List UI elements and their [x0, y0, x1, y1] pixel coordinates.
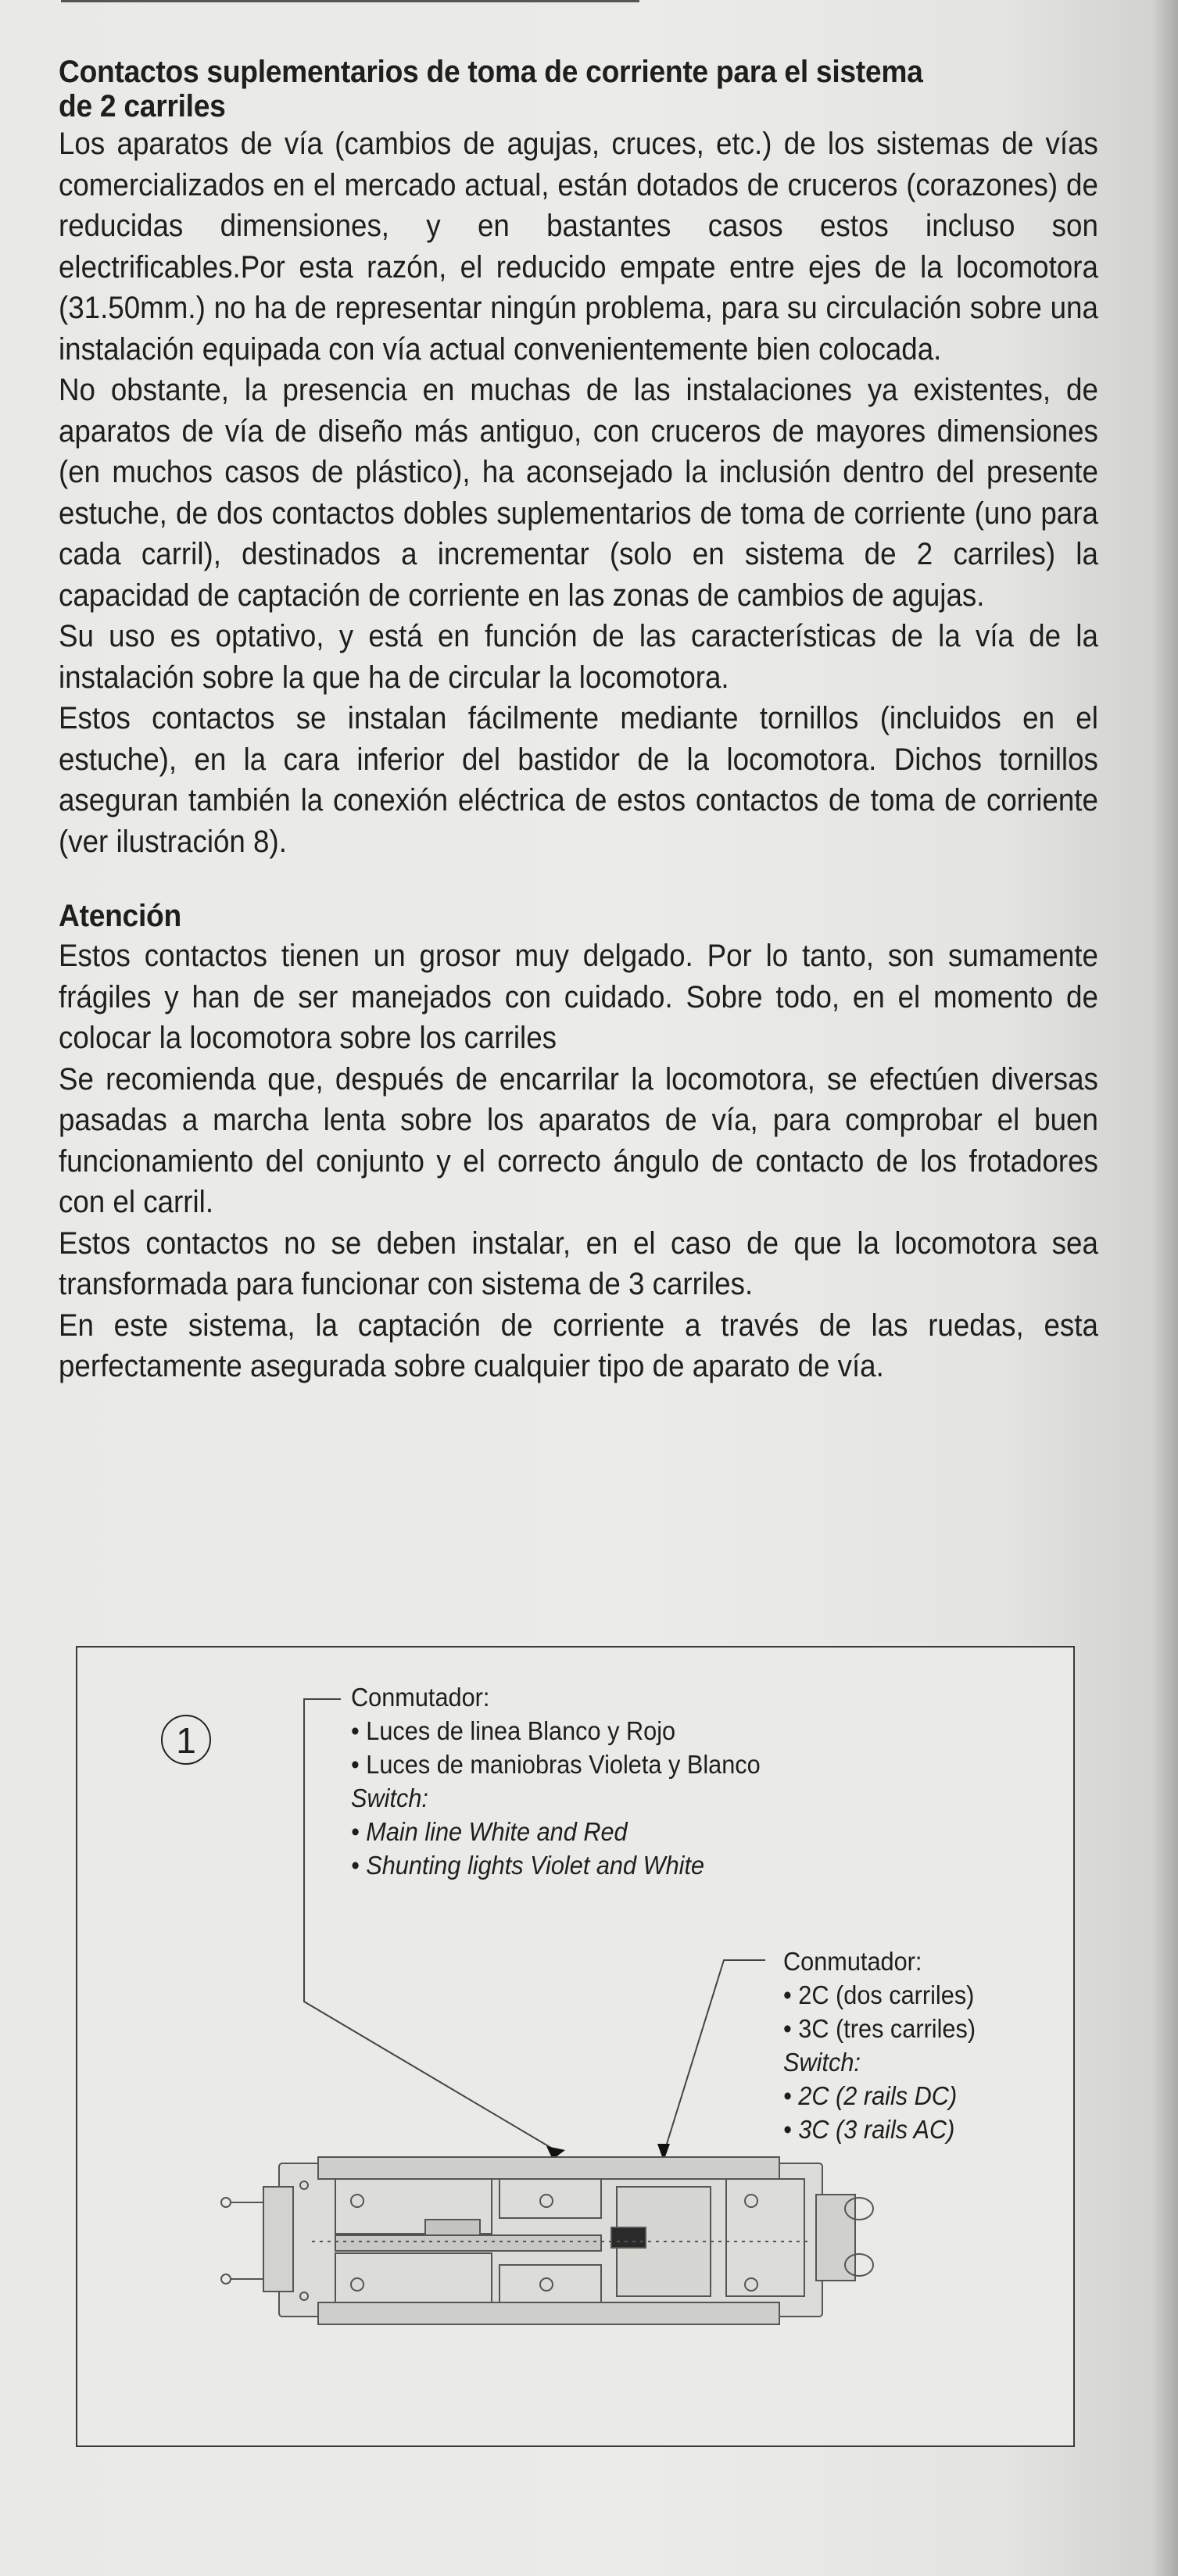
attention-paragraph: Se recomienda que, después de encarrilar la locomotora, se efectúen diversas pasadas a marcha lenta sobre los aparatos de vía, para comprobar el buen funcionamiento del conjunto y el correcto ángulo de contacto de los frotadores con el carril.: [59, 1061, 1098, 1219]
callout-es-title: Conmutador:: [351, 1683, 490, 1712]
system-switch-callout: [783, 1945, 976, 2146]
callout-es-title: Conmutador:: [783, 1947, 922, 1976]
callout-es-item: • 3C (tres carriles): [783, 2014, 976, 2043]
attention-title: Atención: [59, 899, 181, 933]
section-title-line-1: Contactos suplementarios de toma de corriente para el sistema: [59, 55, 923, 89]
illustration-1: [76, 1646, 1075, 2447]
instructions-text: [59, 55, 1098, 1387]
attention-paragraph: Estos contactos no se deben instalar, en el caso de que la locomotora sea transformada para funcionar con sistema de 3 carriles.: [59, 1225, 1098, 1301]
paper-edge-shadow: [1151, 0, 1178, 2576]
paragraph: No obstante, la presencia en muchas de las instalaciones ya existentes, de aparatos de vía de diseño más antiguo, con cruceros de mayores dimensiones (en muchos casos de plástico), ha aconsejado la inclusión dentro del presente estuche, de dos contactos dobles suplementarios de toma de corriente (uno para cada carril), destinados a incrementar (solo en sistema de 2 carriles) la capacidad de captación de corriente en las zonas de cambios de agujas.: [59, 373, 1098, 613]
callout-en-item: • Main line White and Red: [351, 1817, 628, 1846]
section-title: [59, 55, 1098, 123]
callout-es-item: • Luces de maniobras Violeta y Blanco: [351, 1750, 761, 1779]
callout-en-title: Switch:: [783, 2048, 861, 2077]
callout-es-item: • 2C (dos carriles): [783, 1980, 975, 2009]
attention-paragraph: En este sistema, la captación de corriente a través de las ruedas, esta perfectamente asegurada sobre cualquier tipo de aparato de vía.: [59, 1308, 1098, 1383]
section-title-line-2: de 2 carriles: [59, 89, 226, 123]
lights-switch-callout: [351, 1680, 761, 1882]
locomotive-chassis-drawing: [221, 2157, 873, 2324]
paragraph: Los aparatos de vía (cambios de agujas, cruces, etc.) de los sistemas de vías comercializados en el mercado actual, están dotados de cruceros (corazones) de reducidas dimensiones, y en bastantes casos estos incluso son electrificables.Por esta razón, el reducido empate entre ejes de la locomotora (31.50mm.) no ha de representar ningún problema, para su circulación sobre una instalación equipada con vía actual convenientemente bien colocada.: [59, 127, 1098, 367]
paragraph: Su uso es optativo, y está en función de las características de la vía de la instalación sobre la que ha de circular la locomotora.: [59, 619, 1098, 695]
top-rule: [61, 0, 639, 2]
callout-en-item: • 2C (2 rails DC): [783, 2081, 958, 2110]
figure-number-badge: 1: [161, 1715, 211, 1765]
spacer: [59, 862, 1098, 896]
attention-paragraph: Estos contactos tienen un grosor muy delgado. Por lo tanto, son sumamente frágiles y han de ser manejados con cuidado. Sobre todo, en el momento de colocar la locomotora sobre los carriles: [59, 939, 1098, 1055]
callout-en-title: Switch:: [351, 1784, 428, 1812]
callout-en-item: • 3C (3 rails AC): [783, 2115, 955, 2144]
paragraph: Estos contactos se instalan fácilmente mediante tornillos (incluidos en el estuche), en la cara inferior del bastidor de la locomotora. Dichos tornillos aseguran también la conexión eléctrica de estos contactos de toma de corriente (ver ilustración 8).: [59, 701, 1098, 859]
callout-en-item: • Shunting lights Violet and White: [351, 1851, 705, 1880]
callout-es-item: • Luces de linea Blanco y Rojo: [351, 1716, 676, 1745]
